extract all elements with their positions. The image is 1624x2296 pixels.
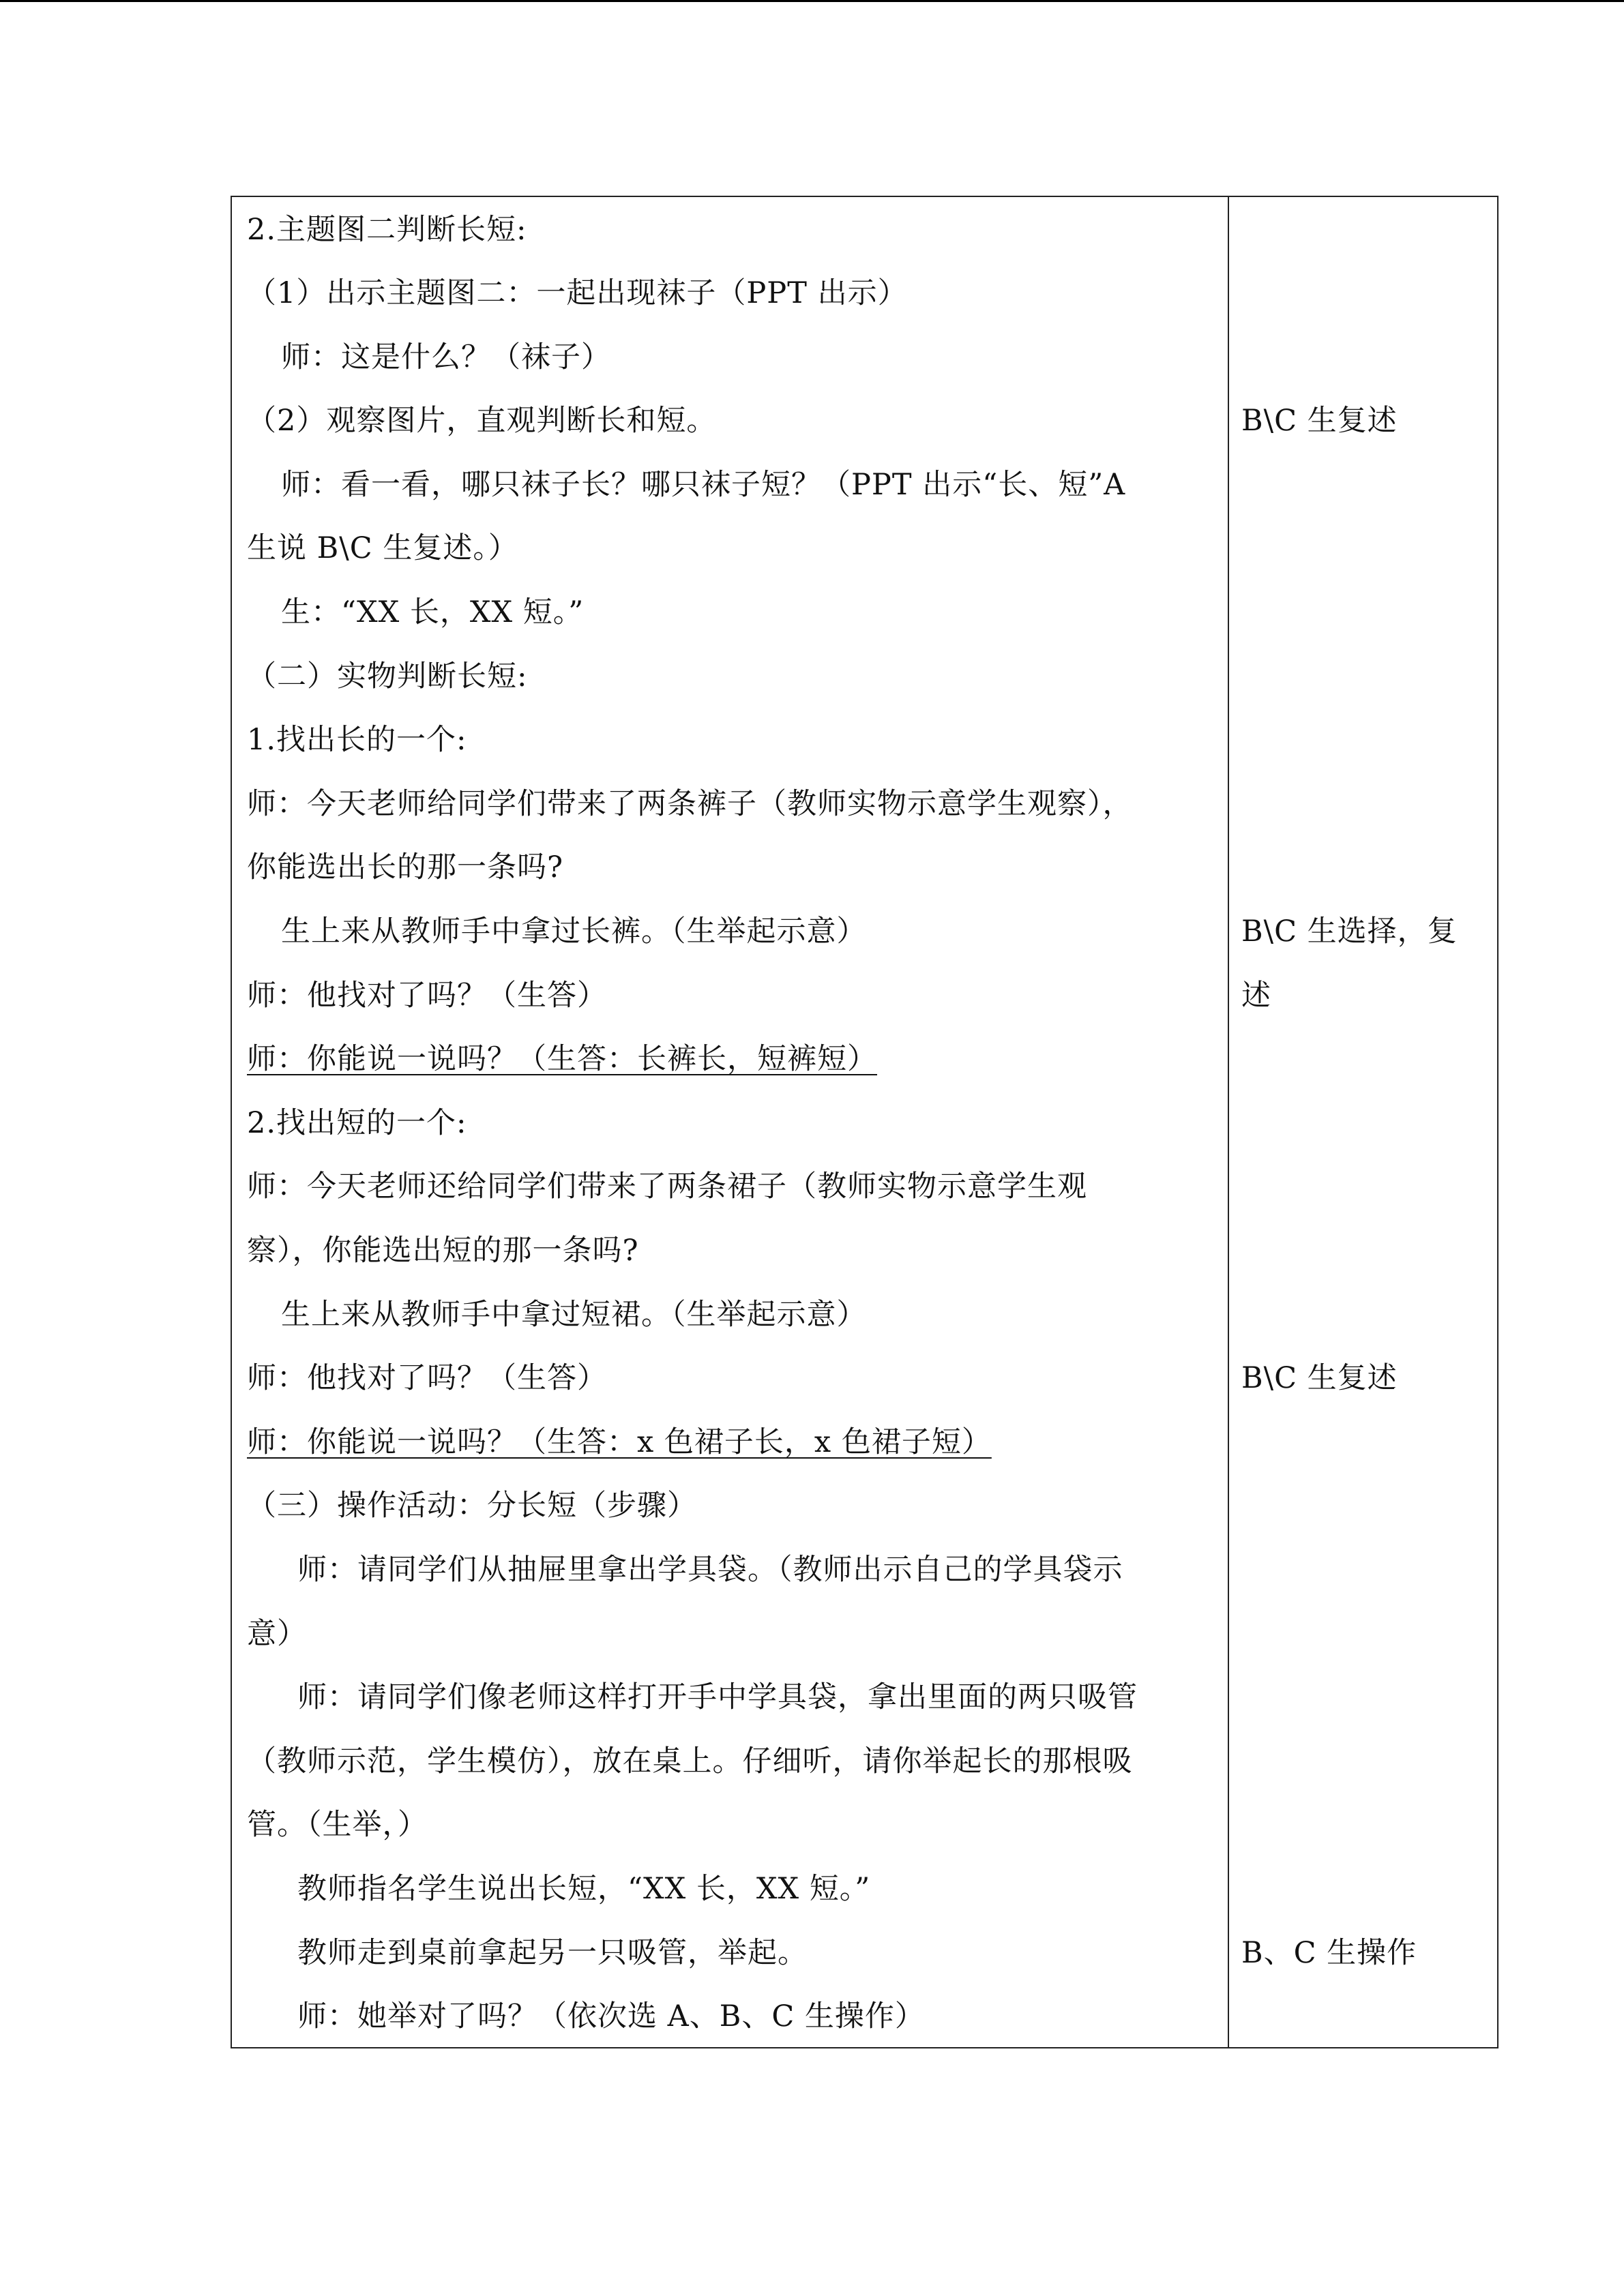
underlined-dialogue-line: 师：你能说一说吗？（生答：x 色裙子长，x 色裙子短）: [247, 1425, 992, 1459]
dialogue-line: 师：请同学们从抽屉里拿出学具袋。（教师出示自己的学具袋示: [297, 1553, 1123, 1587]
underlined-dialogue-line: 师：你能说一说吗？（生答：长裤长，短裤短）: [247, 1042, 877, 1076]
dialogue-line: 意）: [247, 1617, 307, 1651]
dialogue-line: 生上来从教师手中拿过短裙。（生举起示意）: [281, 1298, 867, 1332]
page-top-border: [0, 0, 1624, 2]
side-note: B\C 生选择，复: [1241, 914, 1458, 949]
dialogue-line: 师：她举对了吗？（依次选 A、B、C 生操作）: [297, 1999, 925, 2033]
section-heading: （二）实物判断长短:: [247, 659, 528, 694]
step-line: （2）观察图片，直观判断长和短。: [247, 404, 717, 438]
lesson-plan-table: [231, 196, 1498, 2048]
dialogue-line: 生：“XX 长，XX 短。”: [281, 595, 585, 629]
section-heading: 2.找出短的一个:: [247, 1106, 467, 1140]
dialogue-line: 师：今天老师给同学们带来了两条裤子（教师实物示意学生观察），: [247, 787, 1133, 821]
dialogue-line: 师：看一看，哪只袜子长？哪只袜子短？（PPT 出示“长、短”A: [281, 468, 1126, 502]
dialogue-line: 察），你能选出短的那一条吗?: [247, 1234, 639, 1268]
dialogue-line: 教师指名学生说出长短，“XX 长，XX 短。”: [297, 1872, 871, 1906]
differentiation-notes-column: [1229, 197, 1497, 2047]
side-note: B\C 生复述: [1241, 1361, 1398, 1395]
teaching-process-column: [232, 197, 1228, 2047]
section-heading: 2.主题图二判断长短:: [247, 213, 527, 247]
dialogue-line: 管。（生举，）: [247, 1808, 428, 1842]
dialogue-line: 你能选出长的那一条吗?: [247, 850, 564, 884]
side-note: B\C 生复述: [1241, 404, 1398, 438]
dialogue-line: 师：这是什么？（袜子）: [281, 340, 611, 374]
section-heading: 1.找出长的一个:: [247, 723, 467, 757]
dialogue-line: （教师示范，学生模仿），放在桌上。仔细听，请你举起长的那根吸: [247, 1744, 1133, 1778]
side-note: B、C 生操作: [1241, 1936, 1417, 1970]
dialogue-line: 生说 B\C 生复述。）: [247, 531, 518, 565]
dialogue-line: 教师走到桌前拿起另一只吸管，举起。: [297, 1936, 808, 1970]
dialogue-line: 师：今天老师还给同学们带来了两条裙子（教师实物示意学生观: [247, 1169, 1087, 1204]
section-heading: （三）操作活动：分长短（步骤）: [247, 1489, 697, 1523]
dialogue-line: 生上来从教师手中拿过长裤。（生举起示意）: [281, 914, 867, 949]
dialogue-line: 师：他找对了吗？（生答）: [247, 1361, 607, 1395]
side-note: 述: [1241, 979, 1271, 1013]
dialogue-line: 师：请同学们像老师这样打开手中学具袋，拿出里面的两只吸管: [297, 1680, 1138, 1714]
step-line: （1）出示主题图二：一起出现袜子（PPT 出示）: [247, 276, 908, 310]
dialogue-line: 师：他找对了吗？（生答）: [247, 979, 607, 1013]
